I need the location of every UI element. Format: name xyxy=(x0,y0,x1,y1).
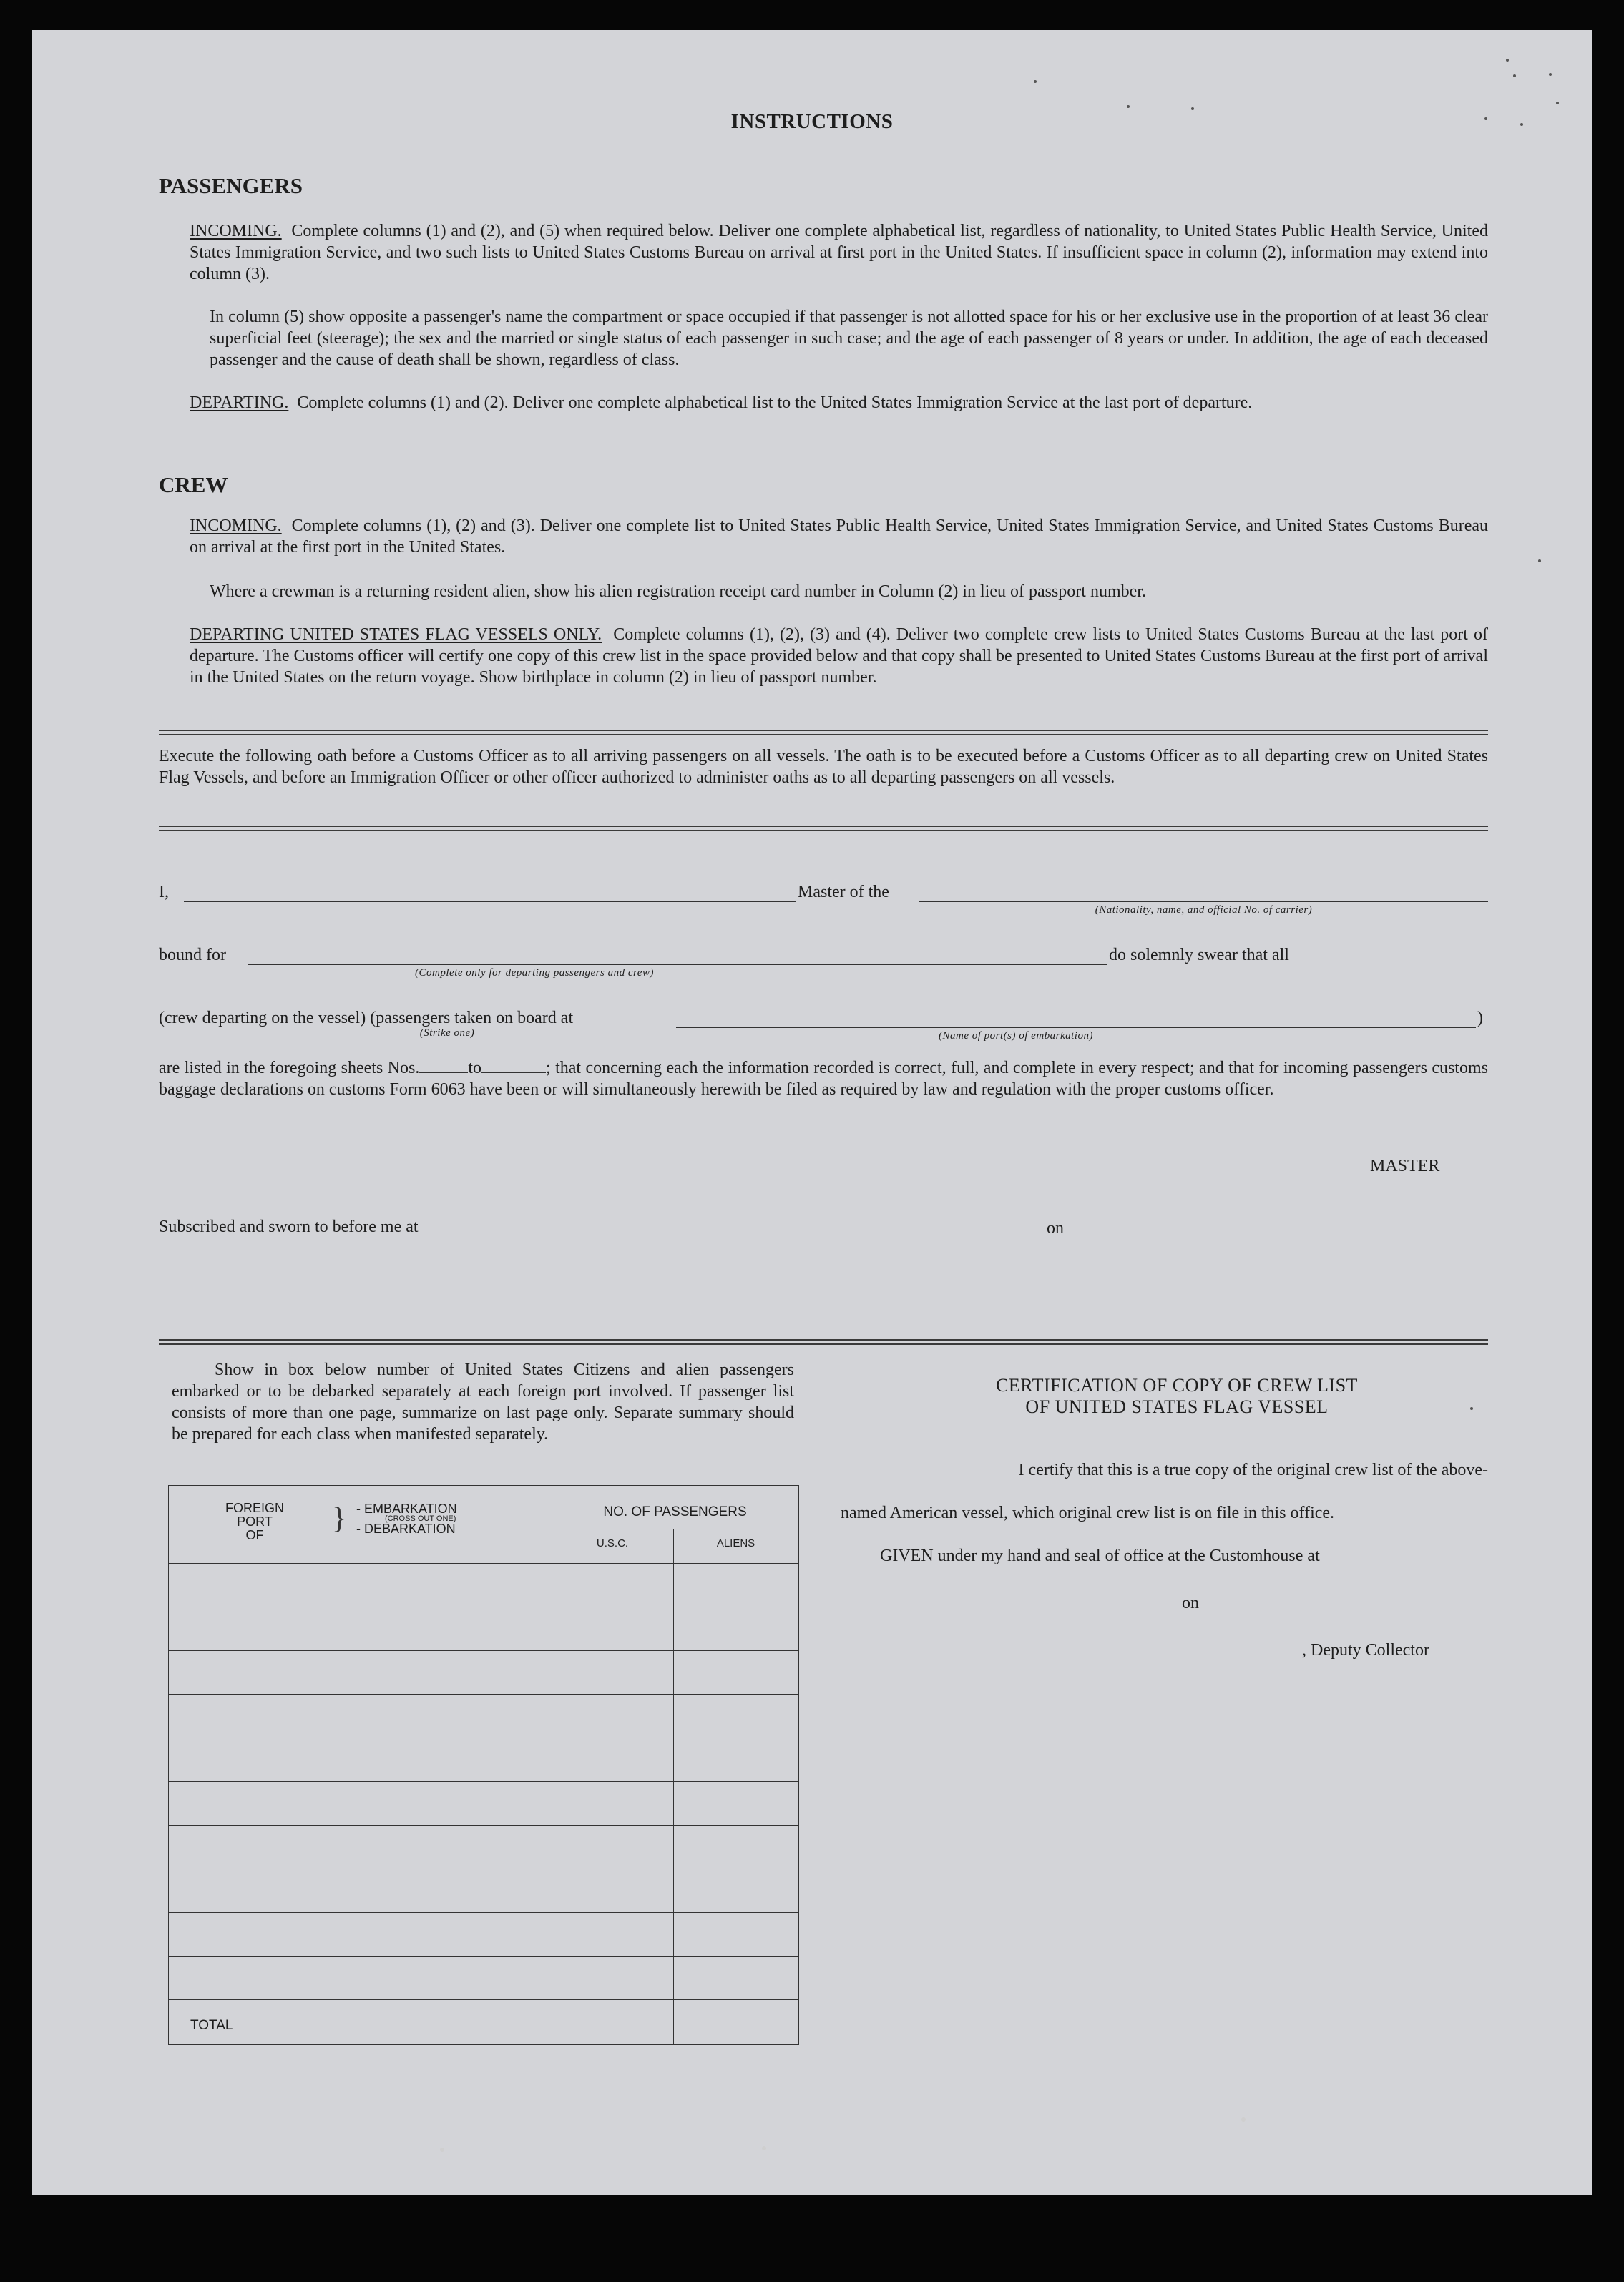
section-divider xyxy=(159,730,1488,735)
summary-instructions: Show in box below number of United States Citizens and alien passengers embarked or to be debarked separately at each foreign port involved. If passenger list consists of more than one page, summarize on last page only. Separate summary should be prepared for each class when manifested separately. xyxy=(172,1361,794,1444)
table-row[interactable] xyxy=(169,1781,798,1825)
table-row[interactable] xyxy=(169,1738,798,1781)
scan-speck xyxy=(1549,73,1552,76)
summary-table xyxy=(168,1485,799,2045)
table-row[interactable] xyxy=(169,1912,798,1956)
oath-divider xyxy=(159,826,1488,831)
i-label: I, xyxy=(159,883,169,901)
oath-intro: Execute the following oath before a Customs Officer as to all arriving passengers on all vessels. The oath is to be executed before a Customs Officer as to all departing crew on United States Flag Vessels, and before an Immigration Officer or other officer authorized to administer oaths as to all departing passengers on all vessels. xyxy=(159,747,1488,787)
certify-on-label: on xyxy=(1182,1594,1199,1612)
given-text: GIVEN under my hand and seal of office at the Customhouse at xyxy=(880,1547,1320,1565)
table-row[interactable] xyxy=(169,1956,798,1999)
crew-departing-text: Complete columns (1), (2), (3) and (4). Deliver two complete crew lists to United States Customs Bureau at the last port of departure. The Customs officer will certify one copy of this crew list in the space provided below and that copy shall be presented to United States Customs Bureau at the first port of arrival in the United States on the return voyage. Show birthplace in column (2) in lieu of passport number. xyxy=(190,625,1488,687)
header-debarkation: - DEBARKATION xyxy=(356,1522,456,1536)
table-row[interactable] xyxy=(169,1869,798,1912)
strike-caption: (Strike one) xyxy=(419,1027,475,1039)
table-row[interactable] xyxy=(169,1999,798,2043)
bound-for-line[interactable] xyxy=(248,964,1107,965)
swear-label: do solemnly swear that all xyxy=(1109,946,1289,964)
table-row[interactable] xyxy=(169,1563,798,1607)
close-paren: ) xyxy=(1477,1009,1483,1027)
master-of-label: Master of the xyxy=(798,883,889,901)
listed-to: to xyxy=(468,1059,482,1077)
bound-for-caption: (Complete only for departing passengers and crew) xyxy=(415,967,654,979)
crew-incoming-lead: INCOMING. xyxy=(190,516,282,535)
master-label: MASTER xyxy=(1370,1157,1440,1175)
scan-speck xyxy=(1513,74,1516,77)
header-port: PORT xyxy=(237,1514,273,1529)
crew-passengers-label: (crew departing on the vessel) (passengers taken on board at xyxy=(159,1009,574,1027)
port-caption: (Name of port(s) of embarkation) xyxy=(939,1030,1093,1042)
scan-speck xyxy=(1127,105,1130,108)
header-embarkation: - EMBARKATION xyxy=(356,1502,457,1516)
listed-text: ; that concerning each the information recorded is correct, full, and complete in every respect; and that for incoming passengers customs baggage declarations on customs Form 6063 have been or will simultaneously herewith be filed as required by law and regulation with the proper customs officer. xyxy=(159,1059,1488,1099)
sheet-from-line[interactable] xyxy=(419,1072,468,1073)
aliens-header: ALIENS xyxy=(716,1537,755,1549)
listed-prefix: are listed in the foregoing sheets Nos. xyxy=(159,1059,420,1077)
scan-speck xyxy=(1241,2117,1246,2122)
table-row[interactable] xyxy=(169,1650,798,1694)
total-label: TOTAL xyxy=(190,2018,233,2033)
vessel-caption: (Nationality, name, and official No. of carrier) xyxy=(1095,904,1313,916)
listed-paragraph xyxy=(159,1057,1488,1100)
crew-heading: CREW xyxy=(159,472,228,497)
vessel-line[interactable] xyxy=(919,901,1488,902)
header-foreign: FOREIGN xyxy=(225,1501,284,1515)
subscribed-on-label: on xyxy=(1047,1219,1064,1238)
incoming-text: Complete columns (1) and (2), and (5) when required below. Deliver one complete alphabetical list, regardless of nationality, to United States Public Health Service, United States Immigration Service, and two such lists to United States Customs Bureau on arrival at first port in the United States. If insufficient space in column (2), information may extend into column (3). xyxy=(190,222,1488,283)
summary-divider xyxy=(159,1339,1488,1345)
scan-speck xyxy=(1538,559,1541,562)
foreign-port-header xyxy=(205,1502,305,1542)
usc-header: U.S.C. xyxy=(596,1537,629,1549)
crew-incoming-text: Complete columns (1), (2) and (3). Deliver one complete list to United States Public Health Service, United States Immigration Service, and United States Customs Bureau on arrival at the first port in the United States. xyxy=(190,516,1488,557)
sheet-to-line[interactable] xyxy=(481,1072,546,1073)
scan-speck xyxy=(1556,102,1559,104)
passengers-departing-paragraph xyxy=(190,392,1488,413)
scan-speck xyxy=(440,2148,444,2152)
passengers-incoming-paragraph xyxy=(190,220,1488,285)
table-row[interactable] xyxy=(169,1694,798,1738)
certification-heading-2: OF UNITED STATES FLAG VESSEL xyxy=(1025,1396,1329,1417)
port-embarkation-line[interactable] xyxy=(676,1027,1476,1028)
scan-speck xyxy=(1034,80,1037,83)
certify-text-1: I certify that this is a true copy of the original crew list of the above- xyxy=(1018,1461,1488,1479)
departing-lead: DEPARTING. xyxy=(190,393,289,412)
crew-alien-paragraph: Where a crewman is a returning resident alien, show his alien registration receipt card number in Column (2) in lieu of passport number. xyxy=(210,582,1146,601)
incoming-lead: INCOMING. xyxy=(190,222,282,240)
no-passengers-header: NO. OF PASSENGERS xyxy=(603,1504,747,1519)
table-row[interactable] xyxy=(169,1607,798,1650)
column5-paragraph: In column (5) show opposite a passenger's name the compartment or space occupied if that passenger is not allotted space for his or her exclusive use in the proportion of at least 36 clear superficial feet (steerage); the sex and the married or single status of each passenger in such case; and the age of each passenger of 8 years or under. In addition, the age of each deceased passenger and the cause of death shall be shown, regardless of class. xyxy=(210,308,1488,369)
header-of: OF xyxy=(245,1528,264,1542)
departing-text: Complete columns (1) and (2). Deliver one complete alphabetical list to the United States Immigration Service at the last port of departure. xyxy=(297,393,1253,412)
page-title: INSTRUCTIONS xyxy=(730,110,894,133)
bound-for-label: bound for xyxy=(159,946,226,964)
header-cross-out: (CROSS OUT ONE) xyxy=(385,1514,456,1523)
passengers-heading: PASSENGERS xyxy=(159,173,303,198)
crew-incoming-paragraph xyxy=(190,515,1488,558)
scan-speck xyxy=(1506,59,1509,62)
scan-speck xyxy=(762,2146,766,2150)
certification-heading xyxy=(855,1375,1499,1418)
master-name-line[interactable] xyxy=(184,901,796,902)
subscribed-label: Subscribed and sworn to before me at xyxy=(159,1218,419,1236)
table-row[interactable] xyxy=(169,1825,798,1869)
certify-text-2: named American vessel, which original crew list is on file in this office. xyxy=(841,1504,1335,1522)
crew-departing-lead: DEPARTING UNITED STATES FLAG VESSELS ONLY. xyxy=(190,625,602,644)
form-page xyxy=(32,30,1592,2195)
certification-heading-1: CERTIFICATION OF COPY OF CREW LIST xyxy=(996,1375,1358,1396)
crew-departing-paragraph xyxy=(190,624,1488,688)
deputy-label: , Deputy Collector xyxy=(1302,1641,1429,1660)
brace-icon: } xyxy=(332,1502,347,1535)
embark-debark-header xyxy=(356,1503,499,1534)
